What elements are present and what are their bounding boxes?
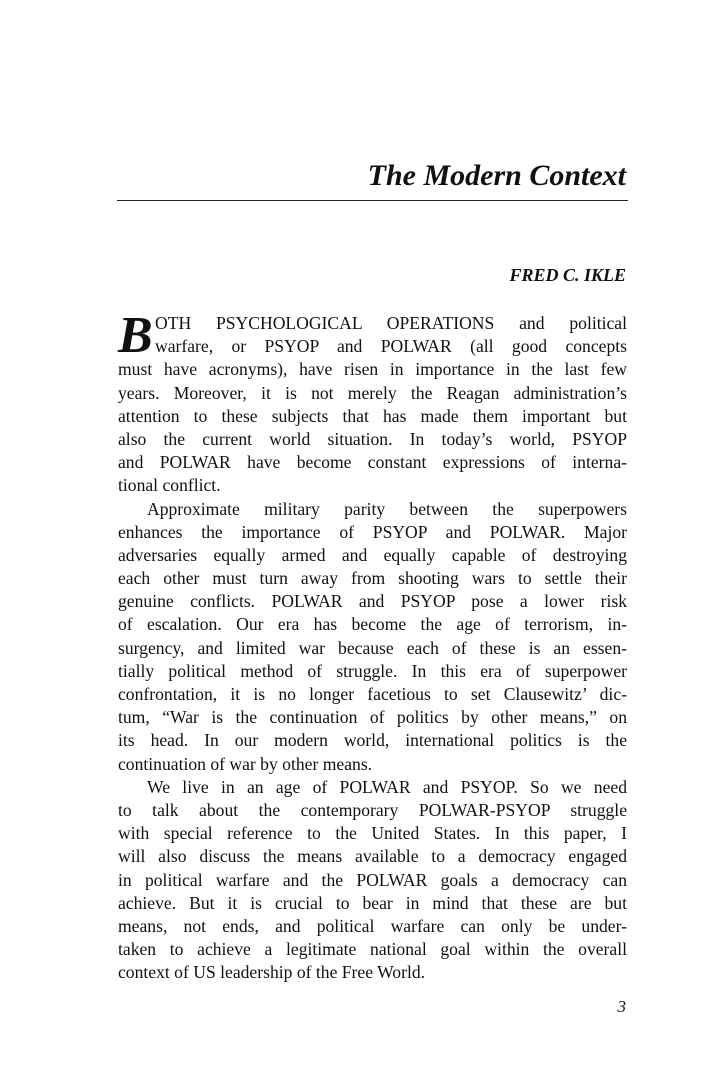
text-line: genuine conflicts. POLWAR and PSYOP pose a lower risk (118, 591, 627, 612)
text-line: of escalation. Our era has become the age of terrorism, in- (118, 614, 627, 635)
chapter-title: The Modern Context (367, 159, 626, 192)
text-line: and POLWAR have become constant expressions of interna- (118, 452, 627, 473)
text-line: tum, “War is the continuation of politics by other means,” on (118, 707, 627, 728)
text-line: its head. In our modern world, international politics is the (118, 730, 627, 751)
text-line: continuation of war by other means. (118, 753, 373, 774)
text-line: must have acronyms), have risen in importance in the last few (118, 359, 627, 380)
text-line: each other must turn away from shooting wars to settle their (118, 568, 627, 589)
text-line: OTH PSYCHOLOGICAL OPERATIONS and political (155, 313, 627, 333)
text-line: tially political method of struggle. In this era of superpower (118, 660, 627, 681)
article-body (118, 307, 627, 984)
text-line: warfare, or PSYOP and POLWAR (all good concepts (155, 336, 627, 357)
text-line: with special reference to the United States. In this paper, I (118, 823, 627, 844)
text-line: context of US leadership of the Free World. (118, 962, 426, 983)
drop-cap: B (118, 307, 153, 364)
title-rule (117, 200, 628, 201)
text-line: adversaries equally armed and equally capable of destroying (118, 544, 627, 565)
text-line: confrontation, it is no longer facetious to set Clausewitz’ dic- (118, 684, 627, 704)
text-line: means, not ends, and political warfare can only be under- (118, 915, 627, 936)
text-line: tional conflict. (118, 475, 221, 496)
text-line: in political warfare and the POLWAR goals a democracy can (118, 869, 627, 890)
page-number: 3 (617, 997, 626, 1016)
author-byline: FRED C. IKLE (509, 265, 626, 285)
text-line: taken to achieve a legitimate national goal within the overall (118, 939, 627, 960)
text-line: attention to these subjects that has made them important but (118, 405, 627, 426)
text-line: to talk about the contemporary POLWAR-PSYOP struggle (118, 799, 627, 820)
text-line: Approximate military parity between the superpowers (147, 498, 627, 519)
text-line: also the current world situation. In today’s world, PSYOP (118, 428, 627, 449)
text-line: years. Moreover, it is not merely the Reagan administration’s (118, 382, 627, 403)
text-line: achieve. But it is crucial to bear in mind that these are but (118, 892, 627, 913)
text-line: surgency, and limited war because each of these is an essen- (118, 637, 627, 658)
text-line: will also discuss the means available to a democracy engaged (118, 846, 627, 867)
text-line: We live in an age of POLWAR and PSYOP. So we need (147, 776, 627, 797)
text-line: enhances the importance of PSYOP and POLWAR. Major (118, 521, 627, 542)
